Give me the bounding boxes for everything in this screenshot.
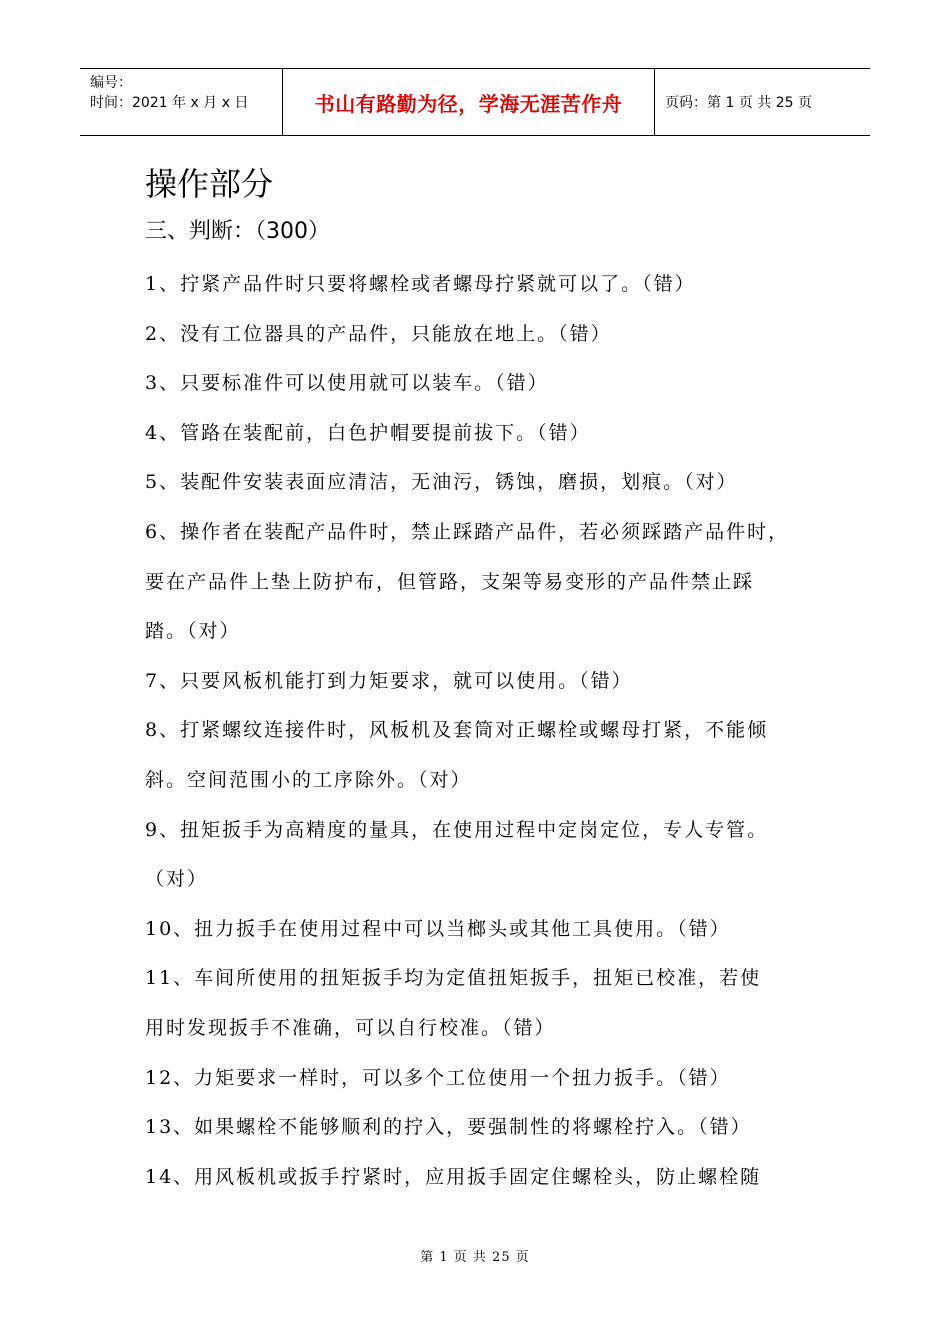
- text-line: 10、扭力扳手在使用过程中可以当榔头或其他工具使用。（错）: [145, 917, 731, 940]
- text-line: 9、扭矩扳手为高精度的量具，在使用过程中定岗定位，专人专管。: [145, 818, 769, 841]
- page-footer: 第 1 页 共 25 页: [420, 1250, 530, 1265]
- text-line: 斜。空间范围小的工序除外。（对）: [145, 768, 472, 791]
- text-line: 14、用风板机或扳手拧紧时，应用扳手固定住螺栓头，防止螺栓随: [145, 1165, 762, 1188]
- text-line: 2、没有工位器具的产品件，只能放在地上。（错）: [145, 322, 612, 345]
- time-label: 时间：2021 年 x 月 x 日: [90, 95, 249, 111]
- text-line: 5、装配件安装表面应清洁，无油污，锈蚀，磨损，划痕。（对）: [145, 471, 738, 494]
- number-label: 编号：: [90, 75, 132, 91]
- text-line: 3、只要标准件可以使用就可以装车。（错）: [145, 372, 549, 395]
- header-page-info: 页码：第 1 页 共 25 页: [665, 95, 812, 111]
- text-line: 1、拧紧产品件时只要将螺栓或者螺母拧紧就可以了。（错）: [145, 273, 696, 295]
- text-line: 要在产品件上垫上防护布，但管路，支架等易变形的产品件禁止踩: [145, 570, 755, 593]
- text-line: 13、如果螺栓不能够顺利的拧入，要强制性的将螺栓拧入。（错）: [145, 1116, 752, 1139]
- section-title: 操作部分: [145, 165, 274, 203]
- text-line: 12、力矩要求一样时，可以多个工位使用一个扭力扳手。（错）: [145, 1066, 731, 1089]
- question-list: [145, 260, 825, 1202]
- text-line: 6、操作者在装配产品件时，禁止踩踏产品件，若必须踩踏产品件时，: [145, 520, 790, 543]
- header-motto: 书山有路勤为径，学海无涯苦作舟: [283, 69, 655, 135]
- text-line: 7、只要风板机能打到力矩要求，就可以使用。（错）: [145, 669, 633, 692]
- text-line: 踏。（对）: [145, 620, 241, 643]
- document-content: [145, 158, 825, 1202]
- text-line: 4、管路在装配前，白色护帽要提前拔下。（错）: [145, 421, 591, 444]
- text-line: 用时发现扳手不准确，可以自行校准。（错）: [145, 1016, 556, 1039]
- subsection-title: 三、判断：（300）: [145, 219, 330, 244]
- page-header: [80, 68, 870, 136]
- text-line: （对）: [145, 868, 209, 891]
- text-line: 8、打紧螺纹连接件时，风板机及套筒对正螺栓或螺母打紧，不能倾: [145, 719, 769, 742]
- header-meta: [80, 69, 283, 135]
- text-line: 11、车间所使用的扭矩扳手均为定值扭矩扳手，扭矩已校准，若使: [145, 967, 762, 990]
